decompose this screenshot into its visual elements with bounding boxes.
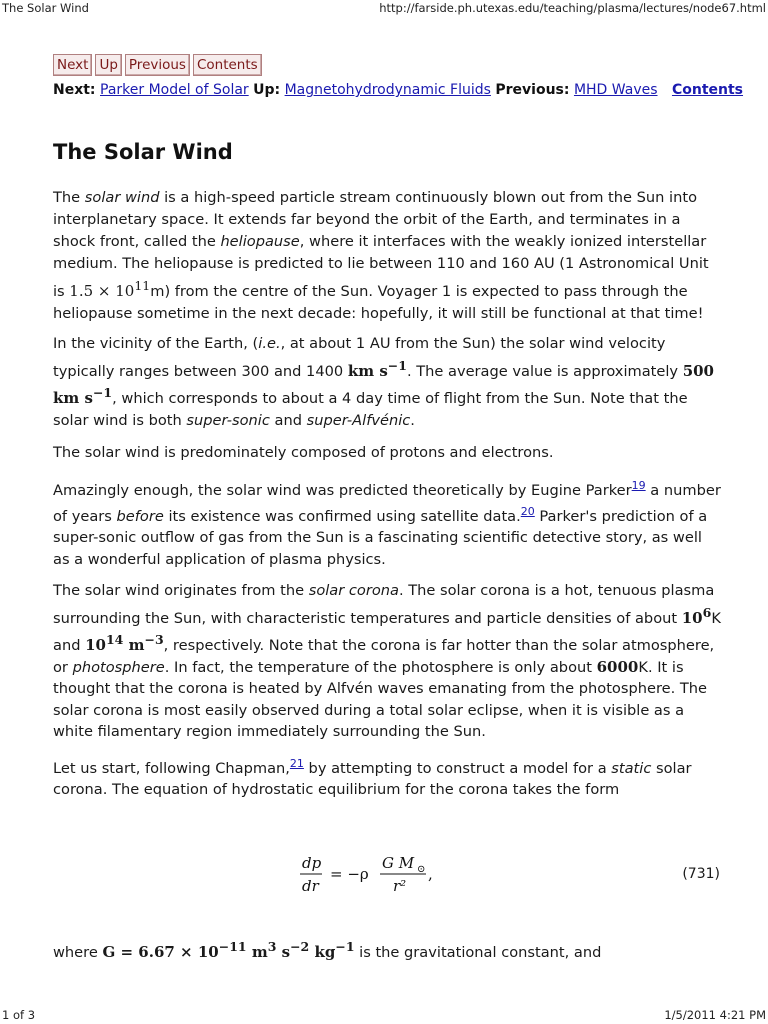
math-sup: 3	[267, 939, 277, 954]
footnote-20-link[interactable]: 20	[520, 504, 535, 518]
nav-links	[53, 82, 743, 98]
term-ie: i.e.	[258, 335, 281, 352]
paragraph-4	[53, 475, 723, 571]
trailing-content	[53, 936, 723, 964]
paragraph-2	[53, 333, 723, 431]
text: its existence was confirmed using satellite data.	[163, 507, 521, 525]
math-text: 10	[85, 636, 106, 655]
up-button[interactable]: Up	[95, 54, 121, 76]
term-solar-wind: solar wind	[84, 189, 160, 206]
text: The	[53, 189, 85, 206]
math-unit: m	[246, 943, 268, 961]
math-density	[85, 632, 164, 655]
next-label: Next:	[53, 82, 96, 98]
term-solar-corona: solar corona	[308, 582, 399, 600]
math-km-s	[347, 357, 407, 380]
page-title: The Solar Wind	[53, 140, 233, 164]
print-header-url: http://farside.ph.utexas.edu/teaching/plasma/lectures/node67.html	[379, 1, 766, 15]
text: Amazingly enough, the solar wind was predicted theoretically by Eugine Parker	[53, 481, 632, 499]
print-footer-page: 1 of 3	[2, 1008, 36, 1022]
equation-number: (731)	[682, 866, 720, 882]
print-footer-datetime: 1/5/2011 4:21 PM	[664, 1008, 766, 1022]
math-text: 6000	[596, 657, 639, 676]
next-button[interactable]: Next	[53, 54, 92, 76]
equation-graphic	[300, 850, 460, 900]
eq-lhs-numerator: dp	[302, 854, 322, 872]
text: K and	[53, 609, 721, 655]
equation-731	[300, 850, 720, 900]
text: . The average value is approximately	[406, 362, 683, 380]
text: is the gravitational constant, and	[354, 944, 602, 961]
math-sup: −3	[144, 632, 164, 648]
math-temperature	[681, 604, 712, 627]
text: The solar wind originates from the	[53, 582, 309, 600]
text: , at about 1 AU from the Sun) the solar wind velocity typically ranges between 300 and 1400	[53, 335, 666, 380]
previous-label: Previous:	[495, 82, 570, 98]
math-sup: 11	[134, 278, 151, 293]
math-6000	[597, 658, 639, 676]
text: , which corresponds to about a 4 day time of flight from the Sun. Note that the solar wind is both	[53, 390, 688, 429]
math-sup: −1	[387, 357, 407, 373]
math-unit: kg	[309, 943, 336, 961]
text: . In fact, the temperature of the photosphere is only about	[164, 658, 597, 676]
paragraph-7	[53, 936, 723, 964]
eq-equals-rho: = −ρ	[330, 865, 369, 883]
term-super-alfvenic: super-Alfvénic	[306, 411, 411, 429]
text: . The solar corona is a hot, tenuous plasma surrounding the Sun, with characteristic temperatures and particle densities of about	[53, 582, 715, 627]
text: , respectively. Note that the corona is far hotter than the solar atmosphere, or	[53, 637, 715, 676]
math-text: 1.5 × 10	[69, 282, 135, 300]
math-unit: s	[276, 943, 291, 961]
math-text: G = 6.67 × 10	[102, 943, 219, 961]
math-sup: 6	[702, 604, 712, 620]
nav-buttons	[53, 54, 262, 76]
eq-rhs-numerator: G M	[382, 854, 415, 872]
eq-tail: ,	[428, 865, 433, 883]
math-au	[69, 278, 151, 300]
text: .	[410, 411, 415, 429]
term-photosphere: photosphere	[72, 658, 165, 676]
text: by attempting to construct a model for a	[303, 759, 612, 777]
main-content	[53, 187, 723, 801]
eq-rhs-denominator: r²	[393, 877, 407, 895]
math-text: km s	[347, 361, 388, 380]
previous-button[interactable]: Previous	[125, 54, 190, 76]
term-before: before	[116, 507, 164, 525]
math-unit: m	[123, 636, 145, 655]
text: Parker's prediction of a super-sonic outflow of gas from the Sun is a fascinating scientific detective story, as well as a wonderful application of plasma physics.	[53, 507, 708, 568]
text: a number of years	[53, 481, 721, 525]
next-link[interactable]: Parker Model of Solar	[100, 82, 249, 98]
previous-link[interactable]: MHD Waves	[573, 82, 658, 98]
contents-button[interactable]: Contents	[193, 54, 262, 76]
print-header	[0, 0, 768, 16]
math-sup: −1	[92, 385, 113, 400]
math-text: 500 km s	[53, 361, 714, 407]
paragraph-5	[53, 580, 723, 743]
eq-rhs-sun-symbol: ⊙	[417, 864, 426, 875]
term-static: static	[611, 759, 652, 777]
math-sup: 14	[105, 632, 124, 648]
text: Let us start, following Chapman,	[53, 759, 290, 777]
math-sup: −11	[218, 939, 247, 954]
math-sup: −2	[290, 939, 310, 954]
paragraph-6	[53, 753, 723, 801]
eq-lhs-denominator: dr	[302, 877, 319, 895]
paragraph-1	[53, 187, 723, 325]
text: , where it interfaces with the weakly ionized interstellar medium. The heliopause is predicted to lie between 110 and 160 AU (1 Astronomical Unit is	[53, 233, 709, 300]
math-text: 10	[681, 608, 703, 627]
text: K. It is thought that the corona is heated by Alfvén waves emanating from the photosphere. The solar corona is most easily observed during a total solar eclipse, when it is visible as a white filamentary region immediately surrounding the Sun.	[53, 658, 708, 741]
print-header-title: The Solar Wind	[2, 1, 89, 15]
text: In the vicinity of the Earth, (	[53, 335, 259, 352]
up-link[interactable]: Magnetohydrodynamic Fluids	[284, 82, 491, 98]
math-sup: −1	[335, 939, 355, 954]
footnote-21-link[interactable]: 21	[289, 756, 304, 770]
text: is a high-speed particle stream continuously blown out from the Sun into interplanetary space. It extends far beyond the orbit of the Earth, and terminates in a shock front, called the	[53, 189, 698, 250]
text: where	[53, 944, 103, 961]
paragraph-3: The solar wind is predominately composed of protons and electrons.	[53, 444, 554, 461]
text: solar corona. The equation of hydrostatic equilibrium for the corona takes the form	[53, 759, 692, 799]
text: and	[269, 411, 307, 429]
term-super-sonic: super-sonic	[186, 411, 270, 429]
term-heliopause: heliopause	[220, 233, 300, 250]
footnote-19-link[interactable]: 19	[631, 478, 646, 492]
math-gravitational-constant	[102, 939, 355, 961]
up-label: Up:	[253, 82, 281, 98]
text: m) from the centre of the Sun. Voyager 1 is expected to pass through the heliopause sometime in the next decade: hopefully, it will still be functional at that time!	[53, 283, 704, 322]
contents-link[interactable]: Contents	[671, 82, 744, 98]
